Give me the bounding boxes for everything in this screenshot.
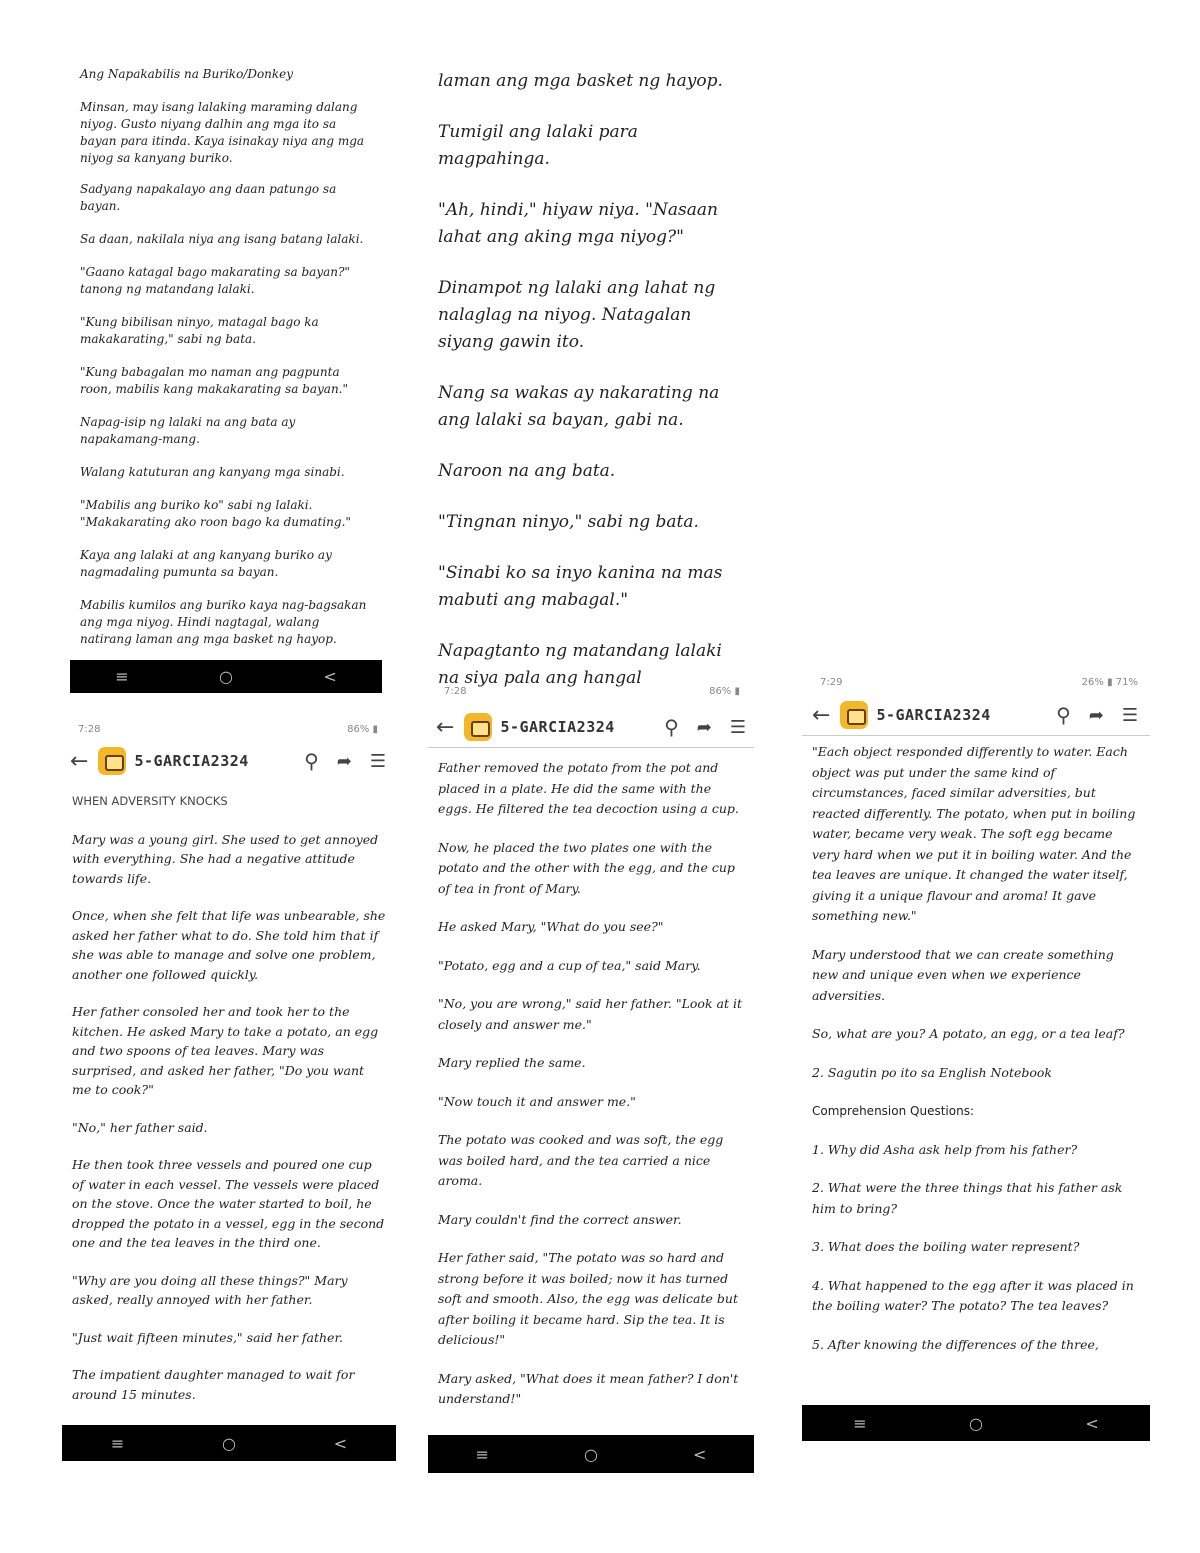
status-time: 7:29	[820, 676, 843, 688]
home-button[interactable]: ○	[584, 1444, 598, 1464]
share-icon[interactable]: ➦	[696, 716, 712, 738]
back-button[interactable]: <	[693, 1444, 707, 1464]
paragraph: "Potato, egg and a cup of tea," said Mary.	[438, 957, 701, 973]
paragraph: The impatient daughter managed to wait for around 15 minutes.	[72, 1367, 355, 1402]
share-icon[interactable]: ➦	[336, 750, 352, 772]
story-heading: WHEN ADVERSITY KNOCKS	[72, 794, 228, 808]
status-indicators: 86% ▮	[347, 723, 378, 735]
paragraph: "Sinabi ko sa inyo kanina na mas mabuti ang mabagal."	[438, 563, 723, 610]
paragraph: 4. What happened to the egg after it was placed in the boiling water? The potato? The tea leaves?	[812, 1277, 1134, 1313]
paragraph: Mary was a young girl. She used to get annoyed with everything. She had a negative attitude towards life.	[72, 831, 379, 886]
paragraph: Her father consoled her and took her to the kitchen. He asked Mary to take a potato, an egg and two spoons of tea leaves. Mary was surprised, and asked her father, "Do you want me to cook?"	[72, 1004, 379, 1097]
paragraph: Father removed the potato from the pot and placed in a plate. He did the same with the eggs. He filtered the tea decoction using a cup.	[438, 760, 739, 816]
paragraph: Kaya ang lalaki at ang kanyang buriko ay nagmadaling pumunta sa bayan.	[80, 548, 332, 579]
app-title: 5-GARCIA2324	[876, 706, 991, 724]
paragraph: He then took three vessels and poured one cup of water in each vessel. The vessels were placed on the stove. Once the water started to boil, he dropped the potato in a vessel, egg in the second one and the tea leaves in the third one.	[72, 1157, 385, 1250]
story-title: Ang Napakabilis na Buriko/Donkey	[80, 67, 294, 81]
paragraph: Mary asked, "What does it mean father? I don't understand!"	[438, 1370, 739, 1406]
recent-apps-button[interactable]: ≡	[475, 1444, 489, 1464]
paragraph: "Just wait fifteen minutes," said her father.	[72, 1329, 344, 1345]
paragraph: 3. What does the boiling water represent?	[812, 1239, 1080, 1254]
nav-bar	[428, 1435, 754, 1473]
screenshot-1	[70, 62, 382, 660]
recent-apps-button[interactable]: ≡	[115, 667, 129, 686]
paragraph: "Why are you doing all these things?" Mary asked, really annoyed with her father.	[72, 1272, 348, 1307]
paragraph: The potato was cooked and was soft, the egg was boiled hard, and the tea carried a nice aroma.	[438, 1132, 724, 1188]
menu-icon[interactable]: ☰	[1121, 704, 1138, 726]
app-logo	[840, 701, 868, 729]
paragraph: Mabilis kumilos ang buriko kaya nag-bagsakan ang mga niyog. Hindi nagtagal, walang natirang laman ang mga basket ng hayop.	[80, 598, 367, 646]
paragraph: Mary understood that we can create something new and unique even when we experience adversities.	[812, 946, 1114, 1003]
paragraph: 2. What were the three things that his father ask him to bring?	[812, 1180, 1123, 1216]
back-button[interactable]: <	[323, 667, 337, 686]
paragraph: 2. Sagutin po ito sa English Notebook	[812, 1064, 1052, 1080]
app-logo	[98, 747, 126, 775]
paragraph: Dinampot ng lalaki ang lahat ng nalaglag na niyog. Natagalan siyang gawin ito.	[438, 278, 716, 352]
paragraph: Napag-isip ng lalaki na ang bata ay napakamang-mang.	[80, 415, 296, 446]
search-icon[interactable]: ⚲	[664, 715, 679, 739]
share-icon[interactable]: ➦	[1088, 704, 1104, 726]
paragraph: Sa daan, nakilala niya ang isang batang lalaki.	[80, 232, 364, 246]
paragraph: He asked Mary, "What do you see?"	[438, 919, 664, 934]
nav-bar	[70, 660, 382, 693]
app-title: 5-GARCIA2324	[134, 752, 249, 770]
screenshot-5	[802, 740, 1150, 1404]
back-button[interactable]: <	[333, 1433, 348, 1453]
menu-icon[interactable]: ☰	[729, 716, 746, 738]
home-button[interactable]: ○	[969, 1413, 983, 1433]
paragraph: "Each object responded differently to water. Each object was put under the same kind of circumstances, faced similar adversities, but reacted differently. The potato, when put in boiling water, became very weak. The soft egg became very hard when we put it in boiling water. And the tea leaves are unique. It changed the water itself, giving it a unique flavour and aroma! It gave something new."	[812, 744, 1136, 923]
paragraph: Her father said, "The potato was so hard and strong before it was boiled; now it has turned soft and smooth. Also, the egg was delicate but after boiling it became hard. Sip the tea. It is delicious!"	[438, 1250, 738, 1347]
paragraph: Now, he placed the two plates one with the potato and the other with the egg, and the cup of tea in front of Mary.	[438, 839, 735, 896]
paragraph: Minsan, may isang lalaking maraming dalang niyog. Gusto niyang dalhin ang mga ito sa bayan para itinda. Kaya isinakay niya ang mga niyog sa kanyang buriko.	[80, 100, 365, 165]
status-time: 7:28	[444, 685, 467, 697]
app-bar-divider	[428, 747, 754, 748]
status-indicators: 86% ▮	[709, 685, 740, 697]
paragraph: "No," her father said.	[72, 1119, 208, 1135]
nav-bar	[802, 1405, 1150, 1441]
app-bar	[436, 710, 746, 744]
paragraph: Mary couldn't find the correct answer.	[438, 1211, 682, 1227]
back-arrow-icon[interactable]: ←	[812, 702, 831, 728]
paragraph: "Tingnan ninyo," sabi ng bata.	[438, 512, 699, 532]
menu-icon[interactable]: ☰	[369, 750, 386, 772]
paragraph: Sadyang napakalayo ang daan patungo sa bayan.	[80, 182, 337, 213]
recent-apps-button[interactable]: ≡	[853, 1413, 867, 1433]
app-logo	[464, 713, 492, 741]
paragraph: Once, when she felt that life was unbearable, she asked her father what to do. She told him that if she was able to manage and solve one problem, another one followed quickly.	[72, 908, 386, 982]
paragraph: Tumigil ang lalaki para magpahinga.	[438, 122, 638, 169]
status-bar	[444, 684, 740, 698]
paragraph: Walang katuturan ang kanyang mga sinabi.	[80, 465, 345, 479]
paragraph: "Gaano katagal bago makarating sa bayan?" tanong ng matandang lalaki.	[80, 265, 350, 296]
screenshot-2	[428, 62, 758, 688]
screenshot-3	[62, 788, 396, 1424]
nav-bar	[62, 1425, 396, 1461]
paragraph: Mary replied the same.	[438, 1055, 586, 1070]
paragraph: "Ah, hindi," hiyaw niya. "Nasaan lahat ang aking mga niyog?"	[438, 200, 718, 247]
app-bar-divider	[802, 735, 1150, 736]
back-arrow-icon[interactable]: ←	[436, 714, 455, 740]
screenshot-4	[428, 752, 754, 1434]
paragraph: Napagtanto ng matandang lalaki na siya pala ang hangal	[438, 641, 722, 688]
paragraph: 5. After knowing the differences of the three,	[812, 1336, 1099, 1352]
search-icon[interactable]: ⚲	[304, 749, 319, 773]
paragraph: "Now touch it and answer me."	[438, 1093, 636, 1109]
search-icon[interactable]: ⚲	[1056, 703, 1071, 727]
app-title: 5-GARCIA2324	[500, 718, 615, 736]
paragraph: Nang sa wakas ay nakarating na ang lalaki sa bayan, gabi na.	[438, 383, 720, 430]
app-bar	[70, 744, 386, 778]
paragraph: Naroon na ang bata.	[438, 461, 616, 481]
status-bar	[820, 675, 1138, 689]
status-time: 7:28	[78, 723, 101, 735]
paragraph: So, what are you? A potato, an egg, or a tea leaf?	[812, 1026, 1125, 1041]
back-arrow-icon[interactable]: ←	[70, 748, 89, 774]
back-button[interactable]: <	[1085, 1413, 1099, 1433]
recent-apps-button[interactable]: ≡	[110, 1433, 125, 1453]
home-button[interactable]: ○	[219, 667, 233, 686]
paragraph: "No, you are wrong," said her father. "Look at it closely and answer me."	[438, 996, 742, 1032]
status-bar	[78, 722, 378, 736]
app-bar	[812, 698, 1138, 732]
paragraph: "Kung bibilisan ninyo, matagal bago ka makakarating," sabi ng bata.	[80, 315, 319, 346]
paragraph: Comprehension Questions:	[812, 1104, 974, 1118]
status-indicators: 26% ▮ 71%	[1081, 676, 1138, 688]
paragraph: "Mabilis ang buriko ko" sabi ng lalaki. "Makakarating ako roon bago ka dumating."	[80, 498, 351, 529]
paragraph: laman ang mga basket ng hayop.	[438, 71, 723, 91]
paragraph: 1. Why did Asha ask help from his father?	[812, 1141, 1078, 1157]
home-button[interactable]: ○	[222, 1433, 236, 1453]
paragraph: "Kung babagalan mo naman ang pagpunta roon, mabilis kang makakarating sa bayan."	[80, 365, 349, 396]
